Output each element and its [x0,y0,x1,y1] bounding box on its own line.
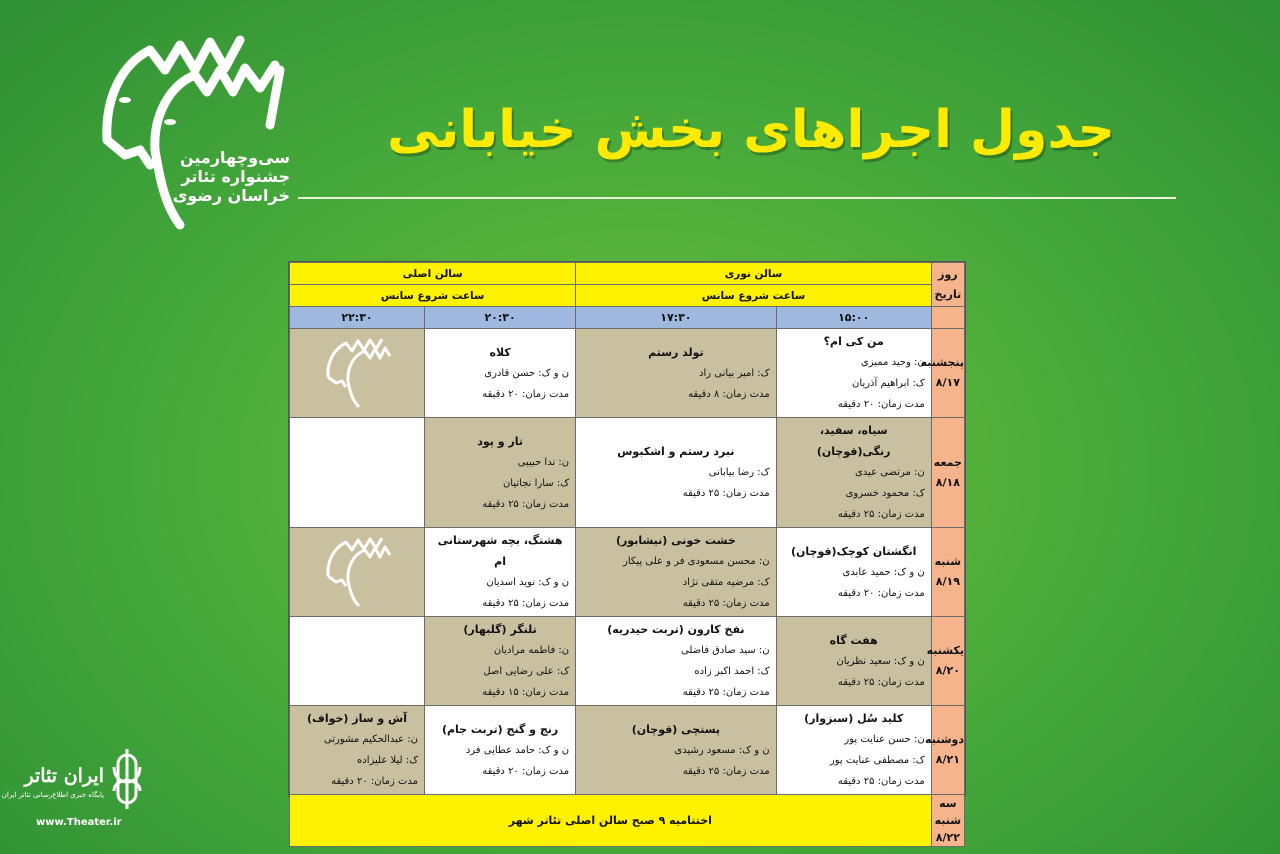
schedule-row [290,528,965,617]
performance-title: تار و پود [477,434,523,448]
performance-title: آش و ساز (خواف) [307,712,407,725]
performance-detail: ک: احمد اکبر زاده [694,666,770,677]
performance-cell [776,418,931,528]
festival-logo [95,30,300,235]
iran-theater-subtitle: پایگاه خبری اطلاع‌رسانی تئاتر ایران [1,791,104,799]
empty-slot-logo [290,418,425,528]
performance-detail: ن و ک: حمید عابدی [842,566,925,578]
performance-detail: ن و ک: سعید نظریان [836,655,925,667]
day-date: ۸/۱۸ [935,475,960,489]
performance-title: نفخ کارون (تربت حیدریه) [607,623,745,636]
performance-title: هشتگ، بچه شهرستانی ام [437,534,563,568]
festival-masks-icon [322,437,392,509]
performance-info [576,439,775,506]
performance-detail: ن: مرتضی عیدی [854,467,925,478]
schedule-row [290,617,965,706]
performance-title: تولد رستم [648,345,704,359]
performance-detail: ن: حسن عنایت پور [844,734,925,745]
performance-detail: مدت زمان: ۲۵ دقیقه [837,509,925,520]
schedule-body [290,329,965,795]
iran-theater-url[interactable]: www.Theater.ir [36,817,122,828]
time-header: ۲۲:۳۰ [290,307,425,329]
performance-detail: مدت زمان: ۲۵ دقیقه [482,598,570,609]
performance-title: کلید سُل (سبزوار) [804,712,904,725]
performance-title: تلنگر (گلبهار) [463,623,537,636]
performance-detail: ن: وحید ممیزی [860,357,925,368]
festival-masks-icon [322,536,392,608]
iran-theater-brand: ایران تئاتر [24,765,104,787]
closing-ceremony: اختتامیه ۹ صبح سالن اصلی تئاتر شهر [290,795,932,847]
performance-title: هفت گاه [829,633,878,647]
performance-detail: مدت زمان: ۱۵ دقیقه [482,687,570,698]
day-cell [926,617,964,706]
time-header: ۲۰:۳۰ [425,307,576,329]
day-date: ۸/۱۷ [935,376,960,389]
schedule-row [290,418,965,528]
schedule-table [288,261,966,844]
performance-detail: ن و ک: نوید اسدیان [486,577,570,588]
title-divider [298,197,1176,199]
closing-date: ۸/۲۲ [935,831,960,844]
day-name: پنجشنبه [920,356,964,369]
performance-title: کلاه [489,345,511,359]
performance-detail: مدت زمان: ۲۰ دقیقه [837,399,925,410]
performance-cell [425,528,576,617]
day-date-header [931,263,964,307]
start-time-label: ساعت شروع سانس [576,285,932,307]
performance-detail: ن و ک: مسعود رشیدی [674,744,770,756]
performance-cell [576,329,776,418]
festival-masks-icon [322,625,392,697]
performance-detail: ک: محمود خسروی [845,488,925,499]
day-name: شنبه [934,555,962,568]
performance-cell [425,617,576,706]
festival-logo-line: خراسان رضوی [172,186,290,205]
performance-info [777,539,931,606]
day-date: ۸/۲۱ [935,753,960,766]
hall-header-main: سالن اصلی [290,263,576,285]
performance-detail: ک: ابراهیم آذریان [852,378,925,389]
performance-info [425,340,575,407]
hall-header-nouri: سالن نوری [576,263,932,285]
performance-info [425,717,575,784]
performance-info [576,340,775,407]
empty-slot-logo [290,617,425,706]
performance-detail: مدت زمان: ۸ دقیقه [688,388,770,400]
performance-detail: ک: امیر بیانی راد [699,367,770,379]
performance-title: انگشتان کوچک(قوچان) [790,544,917,558]
theater-emblem-icon [108,747,146,811]
closing-day: سه شنبه [934,797,962,827]
performance-title: سیاه، سفید، رنگی(قوچان) [816,424,891,458]
performance-detail: ن و ک: حامد عطایی فرد [465,744,570,756]
performance-cell [776,706,931,795]
closing-day-cell [931,795,964,847]
performance-info [777,329,931,417]
performance-cell [576,706,776,795]
performance-detail: مدت زمان: ۲۵ دقیقه [682,765,770,777]
performance-detail: مدت زمان: ۲۵ دقیقه [482,498,570,510]
performance-detail: مدت زمان: ۲۵ دقیقه [837,676,925,688]
performance-detail: مدت زمان: ۲۵ دقیقه [682,488,770,499]
day-column-spacer [931,307,964,329]
performance-detail: مدت زمان: ۲۰ دقیقه [482,765,570,777]
performance-detail: مدت زمان: ۲۵ دقیقه [837,776,925,787]
performance-detail: مدت زمان: ۲۰ دقیقه [837,587,925,599]
date-header: تاریخ [934,287,962,301]
performance-cell [576,528,776,617]
performance-cell [290,706,425,795]
performance-cell [576,418,776,528]
performance-info [777,706,931,794]
performance-detail: ن: ندا حبیبی [517,456,570,468]
festival-masks-icon [322,337,392,409]
performance-detail: مدت زمان: ۲۰ دقیقه [331,776,419,787]
performance-detail: ن: سید صادق فاضلی [681,645,770,656]
time-header: ۱۷:۳۰ [576,307,776,329]
performance-info [425,528,575,616]
performance-info [777,418,931,527]
performance-info [777,628,931,695]
day-name: دوشنبه [925,733,964,746]
day-header: روز [938,267,958,281]
performance-cell [576,617,776,706]
time-header: ۱۵:۰۰ [776,307,931,329]
performance-detail: ک: سارا نجاتیان [502,477,570,489]
performance-cell [776,528,931,617]
page-title: جدول اجراهای بخش خیابانی [387,100,1115,160]
performance-detail: ن: محسن مسعودی فر و علی پیکار [623,556,770,567]
day-date: ۸/۱۹ [935,575,960,588]
performance-detail: ک: لیلا علیزاده [357,755,419,766]
performance-cell [776,617,931,706]
festival-logo-line: سی‌وچهارمین [179,148,290,167]
iran-theater-logo [1,745,146,835]
festival-logo-line: جشنواره تئاتر [181,167,290,186]
performance-detail: مدت زمان: ۲۵ دقیقه [682,687,770,698]
performance-detail: ک: مصطفی عنایت پور [829,755,925,766]
performance-info [576,528,775,616]
performance-title: پستچی (قوچان) [631,722,721,736]
day-cell [925,706,964,795]
performance-info [290,706,424,794]
performance-cell [425,418,576,528]
day-cell [931,528,964,617]
performance-detail: ن و ک: حسن قادری [484,367,570,379]
start-time-label: ساعت شروع سانس [290,285,576,307]
empty-slot-logo [290,329,425,418]
day-cell [931,418,964,528]
day-name: یکشنبه [926,644,964,657]
performance-info [576,617,775,705]
festival-logo-text [100,148,290,205]
performance-cell [425,706,576,795]
performance-detail: مدت زمان: ۲۰ دقیقه [482,388,570,400]
performance-cell [776,329,931,418]
day-cell [920,329,964,418]
performance-title: من کی ام؟ [823,335,884,348]
performance-detail: مدت زمان: ۲۵ دقیقه [682,598,770,609]
performance-cell [425,329,576,418]
performance-detail: ک: علی رضایی اصل [483,666,570,677]
performance-title: نبرد رستم و اشکبوس [617,445,735,458]
performance-detail: ک: مرضیه متقی نژاد [682,577,770,588]
performance-info [425,429,575,517]
day-name: جمعه [933,455,962,469]
performance-detail: ن: عبدالحکیم مشورتی [323,734,419,745]
performance-detail: ک: رضا بیابانی [708,467,770,478]
performance-title: خشت خونی (نیشابور) [615,534,736,547]
empty-slot-logo [290,528,425,617]
schedule-row [290,706,965,795]
schedule-row [290,329,965,418]
day-date: ۸/۲۰ [935,664,960,677]
performance-info [576,717,775,784]
performance-title: رنج و گنج (تربت جام) [441,722,559,736]
performance-info [425,617,575,705]
closing-row [290,795,965,847]
performance-detail: ن: فاطمه مرادیان [493,645,570,656]
